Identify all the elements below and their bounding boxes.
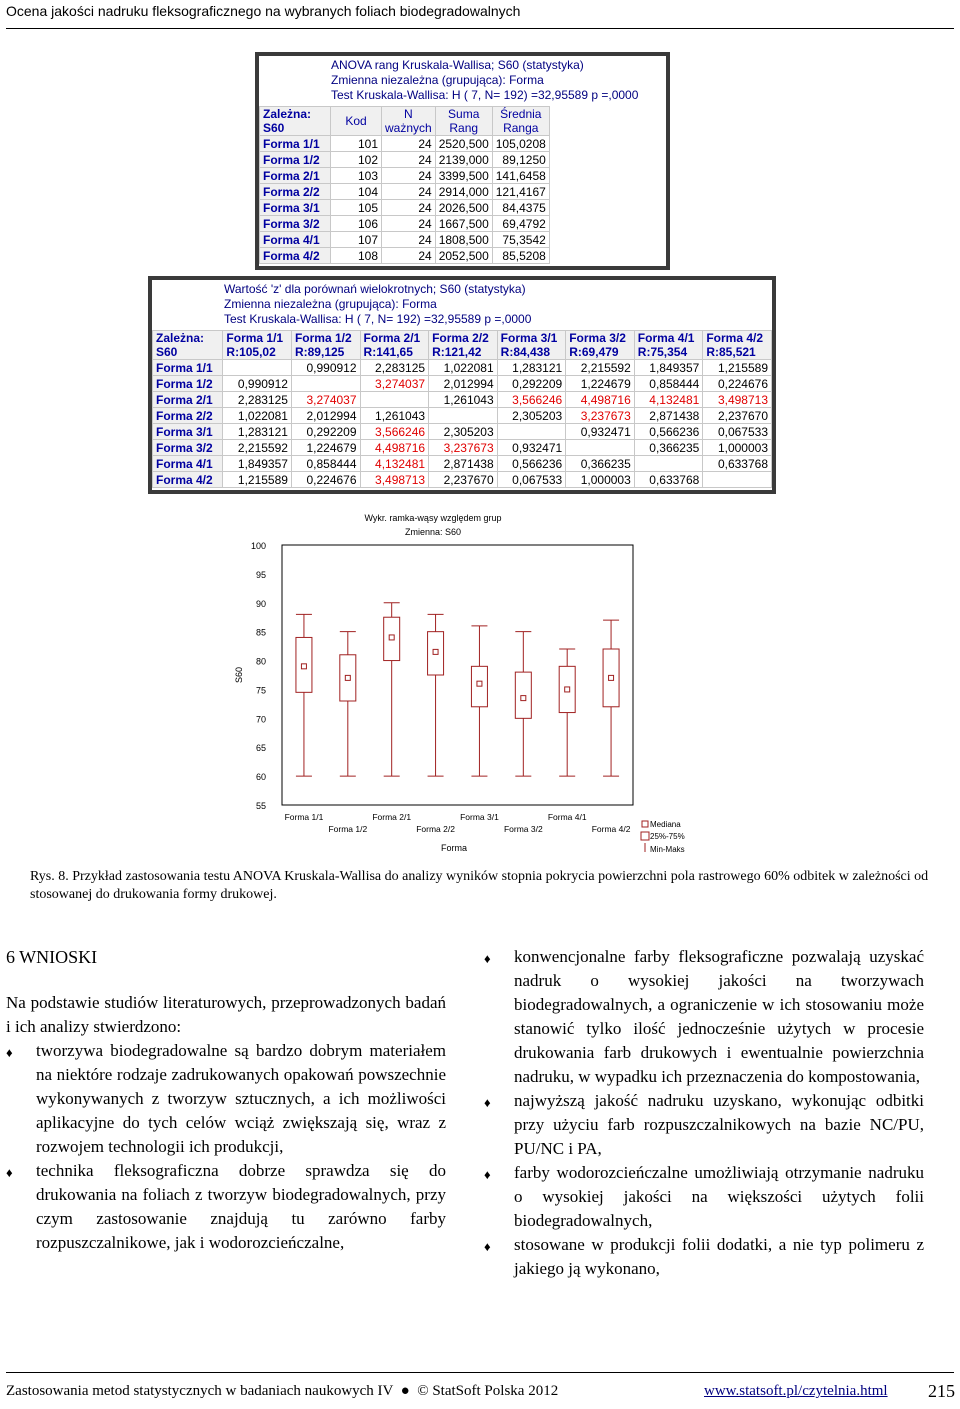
bullet-item bbox=[484, 1233, 924, 1281]
header-row bbox=[260, 107, 550, 136]
table-cell: 107 bbox=[331, 232, 382, 248]
y-tick-label: 55 bbox=[255, 801, 266, 811]
table-cell bbox=[497, 424, 566, 440]
table-cell: 3,498713 bbox=[703, 392, 772, 408]
table-cell: 103 bbox=[331, 168, 382, 184]
table-cell: 3,274037 bbox=[360, 376, 429, 392]
table-cell: 1,215589 bbox=[703, 360, 772, 376]
footer-center: StatSoft Polska 2012 bbox=[432, 1383, 559, 1399]
table-cell: 3,274037 bbox=[291, 392, 360, 408]
table-cell: 24 bbox=[382, 136, 436, 152]
table-cell: 2052,500 bbox=[435, 248, 492, 264]
table-row bbox=[153, 456, 772, 472]
right-bullets bbox=[484, 945, 924, 1281]
table-row bbox=[260, 200, 550, 216]
x-tick-label: Forma 1/1 bbox=[284, 812, 324, 822]
chart-title: Wykr. ramka-wąsy względem grup bbox=[364, 513, 502, 523]
column-rank: R:105,02 bbox=[226, 345, 276, 359]
table-cell: 106 bbox=[331, 216, 382, 232]
footer-left: Zastosowania metod statystycznych w badaniach naukowych IV bbox=[6, 1383, 394, 1399]
row-header: Forma 4/1 bbox=[260, 232, 331, 248]
table-cell: 75,3542 bbox=[492, 232, 549, 248]
row-header: Forma 1/2 bbox=[153, 376, 223, 392]
x-tick-label: Forma 4/2 bbox=[591, 824, 631, 834]
median-marker bbox=[433, 649, 438, 654]
copyright-icon: © bbox=[417, 1383, 429, 1399]
table-cell: 24 bbox=[382, 168, 436, 184]
row-header: Forma 3/2 bbox=[153, 440, 223, 456]
table-row bbox=[260, 232, 550, 248]
zvalue-table bbox=[152, 330, 772, 488]
column-header bbox=[703, 331, 772, 360]
x-tick-label: Forma 3/2 bbox=[503, 824, 543, 834]
bullet-text: technika fleksograficzna dobrze sprawdza się do drukowania na foliach z tworzyw biodegradowalnych, przy czym zastosowanie znajdują tu zarówno farby rozpuszczalnikowe, jak i wodorozcieńczalne, bbox=[36, 1161, 446, 1252]
zval-title-3: Test Kruskala-Wallisa: H ( 7, N= 192) =32,95589 p =,0000 bbox=[224, 312, 532, 326]
column-name: Forma 2/2 bbox=[432, 331, 489, 345]
row-header: Forma 2/2 bbox=[153, 408, 223, 424]
table-cell: 0,366235 bbox=[634, 440, 703, 456]
table-cell: 2914,000 bbox=[435, 184, 492, 200]
table-cell: 1,261043 bbox=[360, 408, 429, 424]
corner-value: S60 bbox=[263, 121, 285, 135]
diamond-bullet-icon: ♦ bbox=[6, 1165, 13, 1180]
table-row bbox=[153, 392, 772, 408]
y-tick-label: 75 bbox=[255, 685, 266, 696]
median-marker bbox=[345, 675, 350, 680]
zvalue-table-screenshot bbox=[148, 276, 776, 494]
column-header: Średnia Ranga bbox=[492, 107, 549, 136]
table-cell: 0,932471 bbox=[566, 424, 635, 440]
legend-item: 25%-75% bbox=[650, 832, 685, 841]
bullet-text: farby wodorozcieńczalne umożliwiają otrzymanie nadruku o wysokiej jakości na większości użytych folii biodegradowalnych, bbox=[514, 1163, 924, 1230]
bullet-item bbox=[484, 1089, 924, 1161]
row-header: Forma 3/1 bbox=[260, 200, 331, 216]
bullet-text: tworzywa biodegradowalne są bardzo dobrym materiałem na niektóre rodzaje zadrukowanych opakowań powszechnie wykonywanych z tworzyw sztucznych, a ich możliwości aplikacyjne do tych celów wciąż zwiększają się, wraz z rozwojem technologii ich produkcji, bbox=[36, 1041, 446, 1156]
column-name: Forma 2/1 bbox=[363, 331, 421, 345]
table-cell: 1,283121 bbox=[223, 424, 292, 440]
table-cell: 2,012994 bbox=[429, 376, 498, 392]
y-tick-label: 100 bbox=[250, 541, 266, 551]
column-header bbox=[291, 331, 360, 360]
row-header: Forma 1/1 bbox=[260, 136, 331, 152]
y-tick-label: 70 bbox=[255, 714, 266, 725]
table-cell: 1,224679 bbox=[566, 376, 635, 392]
table-cell: 0,633768 bbox=[703, 456, 772, 472]
y-tick-label: 90 bbox=[255, 598, 266, 609]
diamond-bullet-icon: ♦ bbox=[6, 1045, 13, 1060]
median-marker bbox=[389, 635, 394, 640]
table-row bbox=[260, 248, 550, 264]
zval-title-2: Zmienna niezależna (grupująca): Forma bbox=[224, 297, 437, 311]
median-marker bbox=[521, 696, 526, 701]
table-cell: 2,012994 bbox=[291, 408, 360, 424]
row-header: Forma 3/1 bbox=[153, 424, 223, 440]
legend-box-icon bbox=[641, 832, 649, 840]
table-cell: 0,224676 bbox=[291, 472, 360, 488]
column-name: Forma 4/1 bbox=[637, 331, 695, 345]
table-cell: 24 bbox=[382, 152, 436, 168]
column-rank: R:69,479 bbox=[569, 345, 619, 359]
x-tick-label: Forma 3/1 bbox=[460, 812, 499, 822]
column-rank: R:85,521 bbox=[706, 345, 756, 359]
header-title: Ocena jakości nadruku fleksograficznego na wybranych foliach biodegradowalnych bbox=[6, 3, 521, 19]
table-cell: 24 bbox=[382, 216, 436, 232]
table-cell: 4,498716 bbox=[566, 392, 635, 408]
table-cell: 1,849357 bbox=[634, 360, 703, 376]
table-row bbox=[260, 136, 550, 152]
table-cell: 1,215589 bbox=[223, 472, 292, 488]
table-cell: 4,498716 bbox=[360, 440, 429, 456]
row-header: Forma 2/1 bbox=[153, 392, 223, 408]
table-cell: 0,633768 bbox=[634, 472, 703, 488]
table-cell: 69,4792 bbox=[492, 216, 549, 232]
table-cell: 3,566246 bbox=[360, 424, 429, 440]
table-cell bbox=[223, 360, 292, 376]
bullet-text: najwyższą jakość nadruku uzyskano, wykonując odbitki przy użyciu farb rozpuszczalnikowych na bazie NC/PU, PU/NC i PA, bbox=[514, 1091, 924, 1158]
table-cell: 121,4167 bbox=[492, 184, 549, 200]
column-name: Forma 4/2 bbox=[706, 331, 764, 345]
table-cell: 105 bbox=[331, 200, 382, 216]
table-cell: 0,990912 bbox=[223, 376, 292, 392]
table-cell: 1,283121 bbox=[497, 360, 566, 376]
table-cell: 104 bbox=[331, 184, 382, 200]
table-cell bbox=[360, 392, 429, 408]
table-row bbox=[260, 168, 550, 184]
table-cell: 84,4375 bbox=[492, 200, 549, 216]
left-bullets bbox=[6, 1039, 446, 1255]
median-marker bbox=[609, 675, 614, 680]
bullet-dot-icon: ● bbox=[396, 1383, 414, 1399]
table-row bbox=[153, 424, 772, 440]
table-row bbox=[153, 408, 772, 424]
x-tick-label: Forma 4/1 bbox=[547, 812, 587, 822]
table-row bbox=[260, 184, 550, 200]
table-cell: 0,566236 bbox=[497, 456, 566, 472]
row-header: Forma 4/1 bbox=[153, 456, 223, 472]
corner-label: Zależna: bbox=[156, 331, 205, 345]
median-marker bbox=[301, 664, 306, 669]
zval-title-1: Wartość 'z' dla porównań wielokrotnych; S60 (statystyka) bbox=[224, 282, 526, 296]
table-cell: 24 bbox=[382, 232, 436, 248]
anova-title-3: Test Kruskala-Wallisa: H ( 7, N= 192) =32,95589 p =,0000 bbox=[331, 88, 639, 102]
table-cell: 3,498713 bbox=[360, 472, 429, 488]
x-axis-label: Forma bbox=[440, 843, 468, 853]
y-tick-label: 65 bbox=[255, 743, 266, 754]
y-tick-label: 85 bbox=[255, 627, 266, 638]
table-cell: 2,871438 bbox=[429, 456, 498, 472]
table-cell: 0,224676 bbox=[703, 376, 772, 392]
table-cell: 2,215592 bbox=[223, 440, 292, 456]
table-cell: 2,237670 bbox=[703, 408, 772, 424]
y-axis-label: S60 bbox=[234, 666, 244, 684]
page-number: 215 bbox=[928, 1381, 955, 1401]
table-cell: 2026,500 bbox=[435, 200, 492, 216]
x-tick-label: Forma 1/2 bbox=[328, 824, 368, 834]
legend-item: Min-Maks bbox=[650, 845, 685, 854]
table-cell: 1667,500 bbox=[435, 216, 492, 232]
table-cell: 4,132481 bbox=[360, 456, 429, 472]
corner-cell bbox=[153, 331, 223, 360]
y-tick-label: 80 bbox=[255, 656, 266, 667]
table-cell: 2,305203 bbox=[497, 408, 566, 424]
right-column bbox=[484, 945, 924, 1281]
table-cell: 1,000003 bbox=[566, 472, 635, 488]
boxplot-svg bbox=[228, 503, 698, 860]
median-marker bbox=[565, 687, 570, 692]
row-header: Forma 4/2 bbox=[260, 248, 331, 264]
column-rank: R:121,42 bbox=[432, 345, 482, 359]
column-rank: R:141,65 bbox=[363, 345, 413, 359]
legend-item: Mediana bbox=[650, 820, 681, 829]
column-header bbox=[360, 331, 429, 360]
figure-caption: Rys. 8. Przykład zastosowania testu ANOVA Kruskala-Wallisa do analizy wyników stopnia pokrycia powierzchni pola rastrowego 60% odbitek w zależności od stosowanej do drukowania formy drukowej. bbox=[30, 869, 929, 902]
table-cell: 2520,500 bbox=[435, 136, 492, 152]
y-tick-label: 95 bbox=[255, 569, 266, 580]
anova-table-screenshot bbox=[255, 52, 670, 270]
corner-label: Zależna: bbox=[263, 107, 312, 121]
bullet-item bbox=[484, 1161, 924, 1233]
column-header bbox=[634, 331, 703, 360]
column-name: Forma 3/2 bbox=[569, 331, 626, 345]
anova-table bbox=[259, 106, 550, 264]
bullet-item bbox=[6, 1039, 446, 1159]
table-cell: 2,871438 bbox=[634, 408, 703, 424]
diamond-bullet-icon: ♦ bbox=[484, 951, 491, 966]
table-row bbox=[153, 472, 772, 488]
table-cell: 89,1250 bbox=[492, 152, 549, 168]
table-cell: 1,022081 bbox=[429, 360, 498, 376]
diamond-bullet-icon: ♦ bbox=[484, 1167, 491, 1182]
table-cell: 0,858444 bbox=[634, 376, 703, 392]
row-header: Forma 2/2 bbox=[260, 184, 331, 200]
table-cell: 0,067533 bbox=[703, 424, 772, 440]
page-footer bbox=[6, 1372, 954, 1409]
column-rank: R:89,125 bbox=[294, 345, 345, 359]
table-cell: 2139,000 bbox=[435, 152, 492, 168]
column-name: Forma 1/1 bbox=[226, 331, 284, 345]
table-cell: 0,932471 bbox=[497, 440, 566, 456]
table-cell: 2,237670 bbox=[429, 472, 498, 488]
bullet-item bbox=[484, 945, 924, 1089]
table-cell: 0,858444 bbox=[291, 456, 360, 472]
column-name: Forma 1/2 bbox=[294, 331, 352, 345]
table-cell: 24 bbox=[382, 200, 436, 216]
table-cell: 1,224679 bbox=[291, 440, 360, 456]
table-cell: 4,132481 bbox=[634, 392, 703, 408]
column-rank: R:84,438 bbox=[500, 345, 551, 359]
footer-link[interactable]: www.statsoft.pl/czytelnia.html bbox=[704, 1383, 888, 1399]
row-header: Forma 1/1 bbox=[153, 360, 223, 376]
row-header: Forma 2/1 bbox=[260, 168, 331, 184]
row-header: Forma 3/2 bbox=[260, 216, 331, 232]
table-cell: 3,237673 bbox=[566, 408, 635, 424]
table-cell bbox=[566, 440, 635, 456]
table-cell: 108 bbox=[331, 248, 382, 264]
x-tick-label: Forma 2/2 bbox=[416, 824, 455, 834]
column-header bbox=[223, 331, 292, 360]
x-tick-label: Forma 2/1 bbox=[372, 812, 412, 822]
table-row bbox=[153, 440, 772, 456]
bullet-text: konwencjonalne farby fleksograficzne pozwalają uzyskać nadruk o wysokiej jakości na tworzywach biodegradowalnych, a ograniczenie w ich stosowaniu może stanowić tylko ilość jednocześnie użytych w procesie drukowania farb drukowych i ewentualnie powierzchnia nadruku, w wypadku ich przeznaczenia do kompostowania, bbox=[514, 947, 924, 1086]
column-header bbox=[566, 331, 635, 360]
table-cell: 0,566236 bbox=[634, 424, 703, 440]
legend-median-icon bbox=[642, 821, 648, 827]
running-header bbox=[6, 0, 954, 29]
column-header: Kod bbox=[331, 107, 382, 136]
table-row bbox=[153, 360, 772, 376]
table-cell: 2,305203 bbox=[429, 424, 498, 440]
table-cell: 2,215592 bbox=[566, 360, 635, 376]
boxplot-chart bbox=[228, 503, 698, 860]
table-cell: 141,6458 bbox=[492, 168, 549, 184]
table-cell: 1,849357 bbox=[223, 456, 292, 472]
table-cell: 24 bbox=[382, 248, 436, 264]
table-cell: 3,566246 bbox=[497, 392, 566, 408]
table-cell bbox=[703, 472, 772, 488]
chart-subtitle: Zmienna: S60 bbox=[404, 527, 462, 537]
column-name: Forma 3/1 bbox=[500, 331, 558, 345]
table-cell: 1,022081 bbox=[223, 408, 292, 424]
table-cell: 0,366235 bbox=[566, 456, 635, 472]
table-cell: 101 bbox=[331, 136, 382, 152]
table-cell: 1,261043 bbox=[429, 392, 498, 408]
anova-title-2: Zmienna niezależna (grupująca): Forma bbox=[331, 73, 544, 87]
corner-value: S60 bbox=[156, 345, 178, 359]
table-cell: 102 bbox=[331, 152, 382, 168]
table-cell: 105,0208 bbox=[492, 136, 549, 152]
column-header: Suma Rang bbox=[435, 107, 492, 136]
table-row bbox=[153, 376, 772, 392]
table-cell: 0,292209 bbox=[291, 424, 360, 440]
bullet-item bbox=[6, 1159, 446, 1255]
table-cell: 24 bbox=[382, 184, 436, 200]
table-cell: 1,000003 bbox=[703, 440, 772, 456]
y-tick-label: 60 bbox=[255, 772, 266, 783]
table-row bbox=[260, 152, 550, 168]
section-intro: Na podstawie studiów literaturowych, przeprowadzonych badań i ich analizy stwierdzono: bbox=[6, 993, 446, 1036]
table-cell bbox=[634, 456, 703, 472]
bullet-text: stosowane w produkcji folii dodatki, a nie typ polimeru z jakiego ją wykonano, bbox=[514, 1235, 924, 1278]
table-cell: 3399,500 bbox=[435, 168, 492, 184]
table-cell: 0,067533 bbox=[497, 472, 566, 488]
median-marker bbox=[477, 681, 482, 686]
table-cell: 85,5208 bbox=[492, 248, 549, 264]
anova-title-1: ANOVA rang Kruskala-Wallisa; S60 (statystyka) bbox=[331, 58, 584, 72]
row-header: Forma 4/2 bbox=[153, 472, 223, 488]
row-header: Forma 1/2 bbox=[260, 152, 331, 168]
header-row bbox=[153, 331, 772, 360]
column-header: N ważnych bbox=[382, 107, 436, 136]
diamond-bullet-icon: ♦ bbox=[484, 1095, 491, 1110]
column-header bbox=[497, 331, 566, 360]
table-cell: 3,237673 bbox=[429, 440, 498, 456]
table-cell: 1808,500 bbox=[435, 232, 492, 248]
left-column bbox=[6, 945, 446, 1255]
table-cell: 2,283125 bbox=[360, 360, 429, 376]
column-rank: R:75,354 bbox=[637, 345, 688, 359]
table-cell: 0,292209 bbox=[497, 376, 566, 392]
table-cell bbox=[291, 376, 360, 392]
corner-cell bbox=[260, 107, 331, 136]
table-cell: 0,990912 bbox=[291, 360, 360, 376]
table-cell: 2,283125 bbox=[223, 392, 292, 408]
section-heading: 6 WNIOSKI bbox=[6, 947, 98, 967]
table-row bbox=[260, 216, 550, 232]
column-header bbox=[429, 331, 498, 360]
diamond-bullet-icon: ♦ bbox=[484, 1239, 491, 1254]
table-cell bbox=[429, 408, 498, 424]
